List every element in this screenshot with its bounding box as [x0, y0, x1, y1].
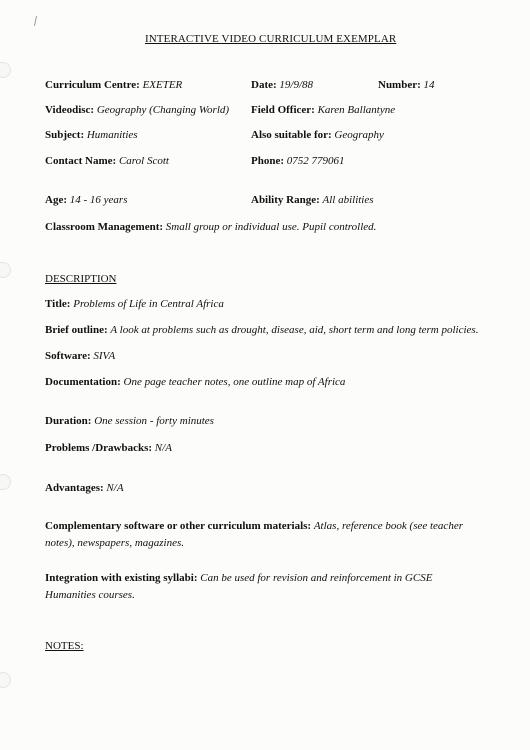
curriculum-centre-label: Curriculum Centre: — [45, 79, 140, 91]
number-value: 14 — [423, 79, 435, 91]
duration-field — [45, 415, 214, 427]
phone-label: Phone: — [251, 155, 284, 167]
subject-field — [45, 129, 138, 141]
phone-value: 0752 779061 — [286, 155, 345, 167]
advantages-label: Advantages: — [45, 482, 104, 494]
contact-value: Carol Scott — [118, 155, 169, 167]
documentation-field — [45, 376, 345, 388]
age-value: 14 - 16 years — [69, 194, 128, 206]
brief-outline-field — [45, 324, 478, 336]
document-title: INTERACTIVE VIDEO CURRICULUM EXEMPLAR — [145, 33, 397, 45]
subject-value: Humanities — [86, 129, 138, 141]
duration-label: Duration: — [45, 415, 92, 427]
number-label: Number: — [378, 79, 421, 91]
phone-field — [251, 155, 345, 167]
age-label: Age: — [45, 194, 67, 206]
complementary-materials-value: Atlas, reference book (see teacher notes), newspapers, magazines. — [45, 520, 463, 549]
duration-value: One session - forty minutes — [94, 415, 214, 427]
brief-outline-value: A look at problems such as drought, disease, aid, short term and long term policies. — [110, 324, 479, 336]
punch-hole — [0, 62, 11, 78]
age-field — [45, 194, 128, 206]
ability-range-field — [251, 194, 374, 206]
complementary-materials-field — [45, 518, 475, 552]
description-heading: DESCRIPTION — [45, 273, 117, 285]
integration-label: Integration with existing syllabi: — [45, 572, 198, 584]
software-label: Software: — [45, 350, 91, 362]
software-value: SIVA — [93, 350, 116, 362]
problems-label: Problems /Drawbacks: — [45, 442, 153, 454]
punch-hole — [0, 672, 11, 688]
integration-value: Can be used for revision and reinforcement in GCSE Humanities courses. — [45, 572, 433, 601]
ability-range-label: Ability Range: — [251, 194, 320, 206]
documentation-label: Documentation: — [45, 376, 121, 388]
date-value: 19/9/88 — [279, 79, 314, 91]
documentation-value: One page teacher notes, one outline map of Africa — [123, 376, 346, 388]
date-label: Date: — [251, 79, 277, 91]
notes-heading: NOTES: — [45, 640, 84, 652]
complementary-materials-label: Complementary software or other curriculum materials: — [45, 520, 312, 532]
description-title-label: Title: — [45, 298, 71, 310]
also-suitable-field — [251, 129, 384, 141]
field-officer-field — [251, 104, 395, 116]
description-title-field — [45, 298, 224, 310]
field-officer-value: Karen Ballantyne — [317, 104, 396, 116]
videodisc-value: Geography (Changing World) — [96, 104, 230, 116]
also-suitable-label: Also suitable for: — [251, 129, 332, 141]
videodisc-field — [45, 104, 229, 116]
pen-mark — [34, 16, 37, 26]
software-field — [45, 350, 115, 362]
date-field — [251, 79, 313, 91]
ability-range-value: All abilities — [322, 194, 374, 206]
curriculum-centre-value: EXETER — [142, 79, 183, 91]
subject-label: Subject: — [45, 129, 85, 141]
classroom-management-label: Classroom Management: — [45, 221, 164, 233]
contact-field — [45, 155, 169, 167]
classroom-management-field — [45, 221, 376, 233]
punch-hole — [0, 474, 11, 490]
integration-field — [45, 570, 475, 604]
brief-outline-label: Brief outline: — [45, 324, 108, 336]
problems-field — [45, 442, 172, 454]
contact-label: Contact Name: — [45, 155, 117, 167]
videodisc-label: Videodisc: — [45, 104, 95, 116]
problems-value: N/A — [154, 442, 172, 454]
classroom-management-value: Small group or individual use. Pupil controlled. — [165, 221, 377, 233]
field-officer-label: Field Officer: — [251, 104, 315, 116]
curriculum-centre-field — [45, 79, 182, 91]
advantages-value: N/A — [106, 482, 124, 494]
advantages-field — [45, 482, 124, 494]
also-suitable-value: Geography — [334, 129, 384, 141]
punch-hole — [0, 262, 11, 278]
number-field — [378, 79, 435, 91]
description-title-value: Problems of Life in Central Africa — [73, 298, 224, 310]
